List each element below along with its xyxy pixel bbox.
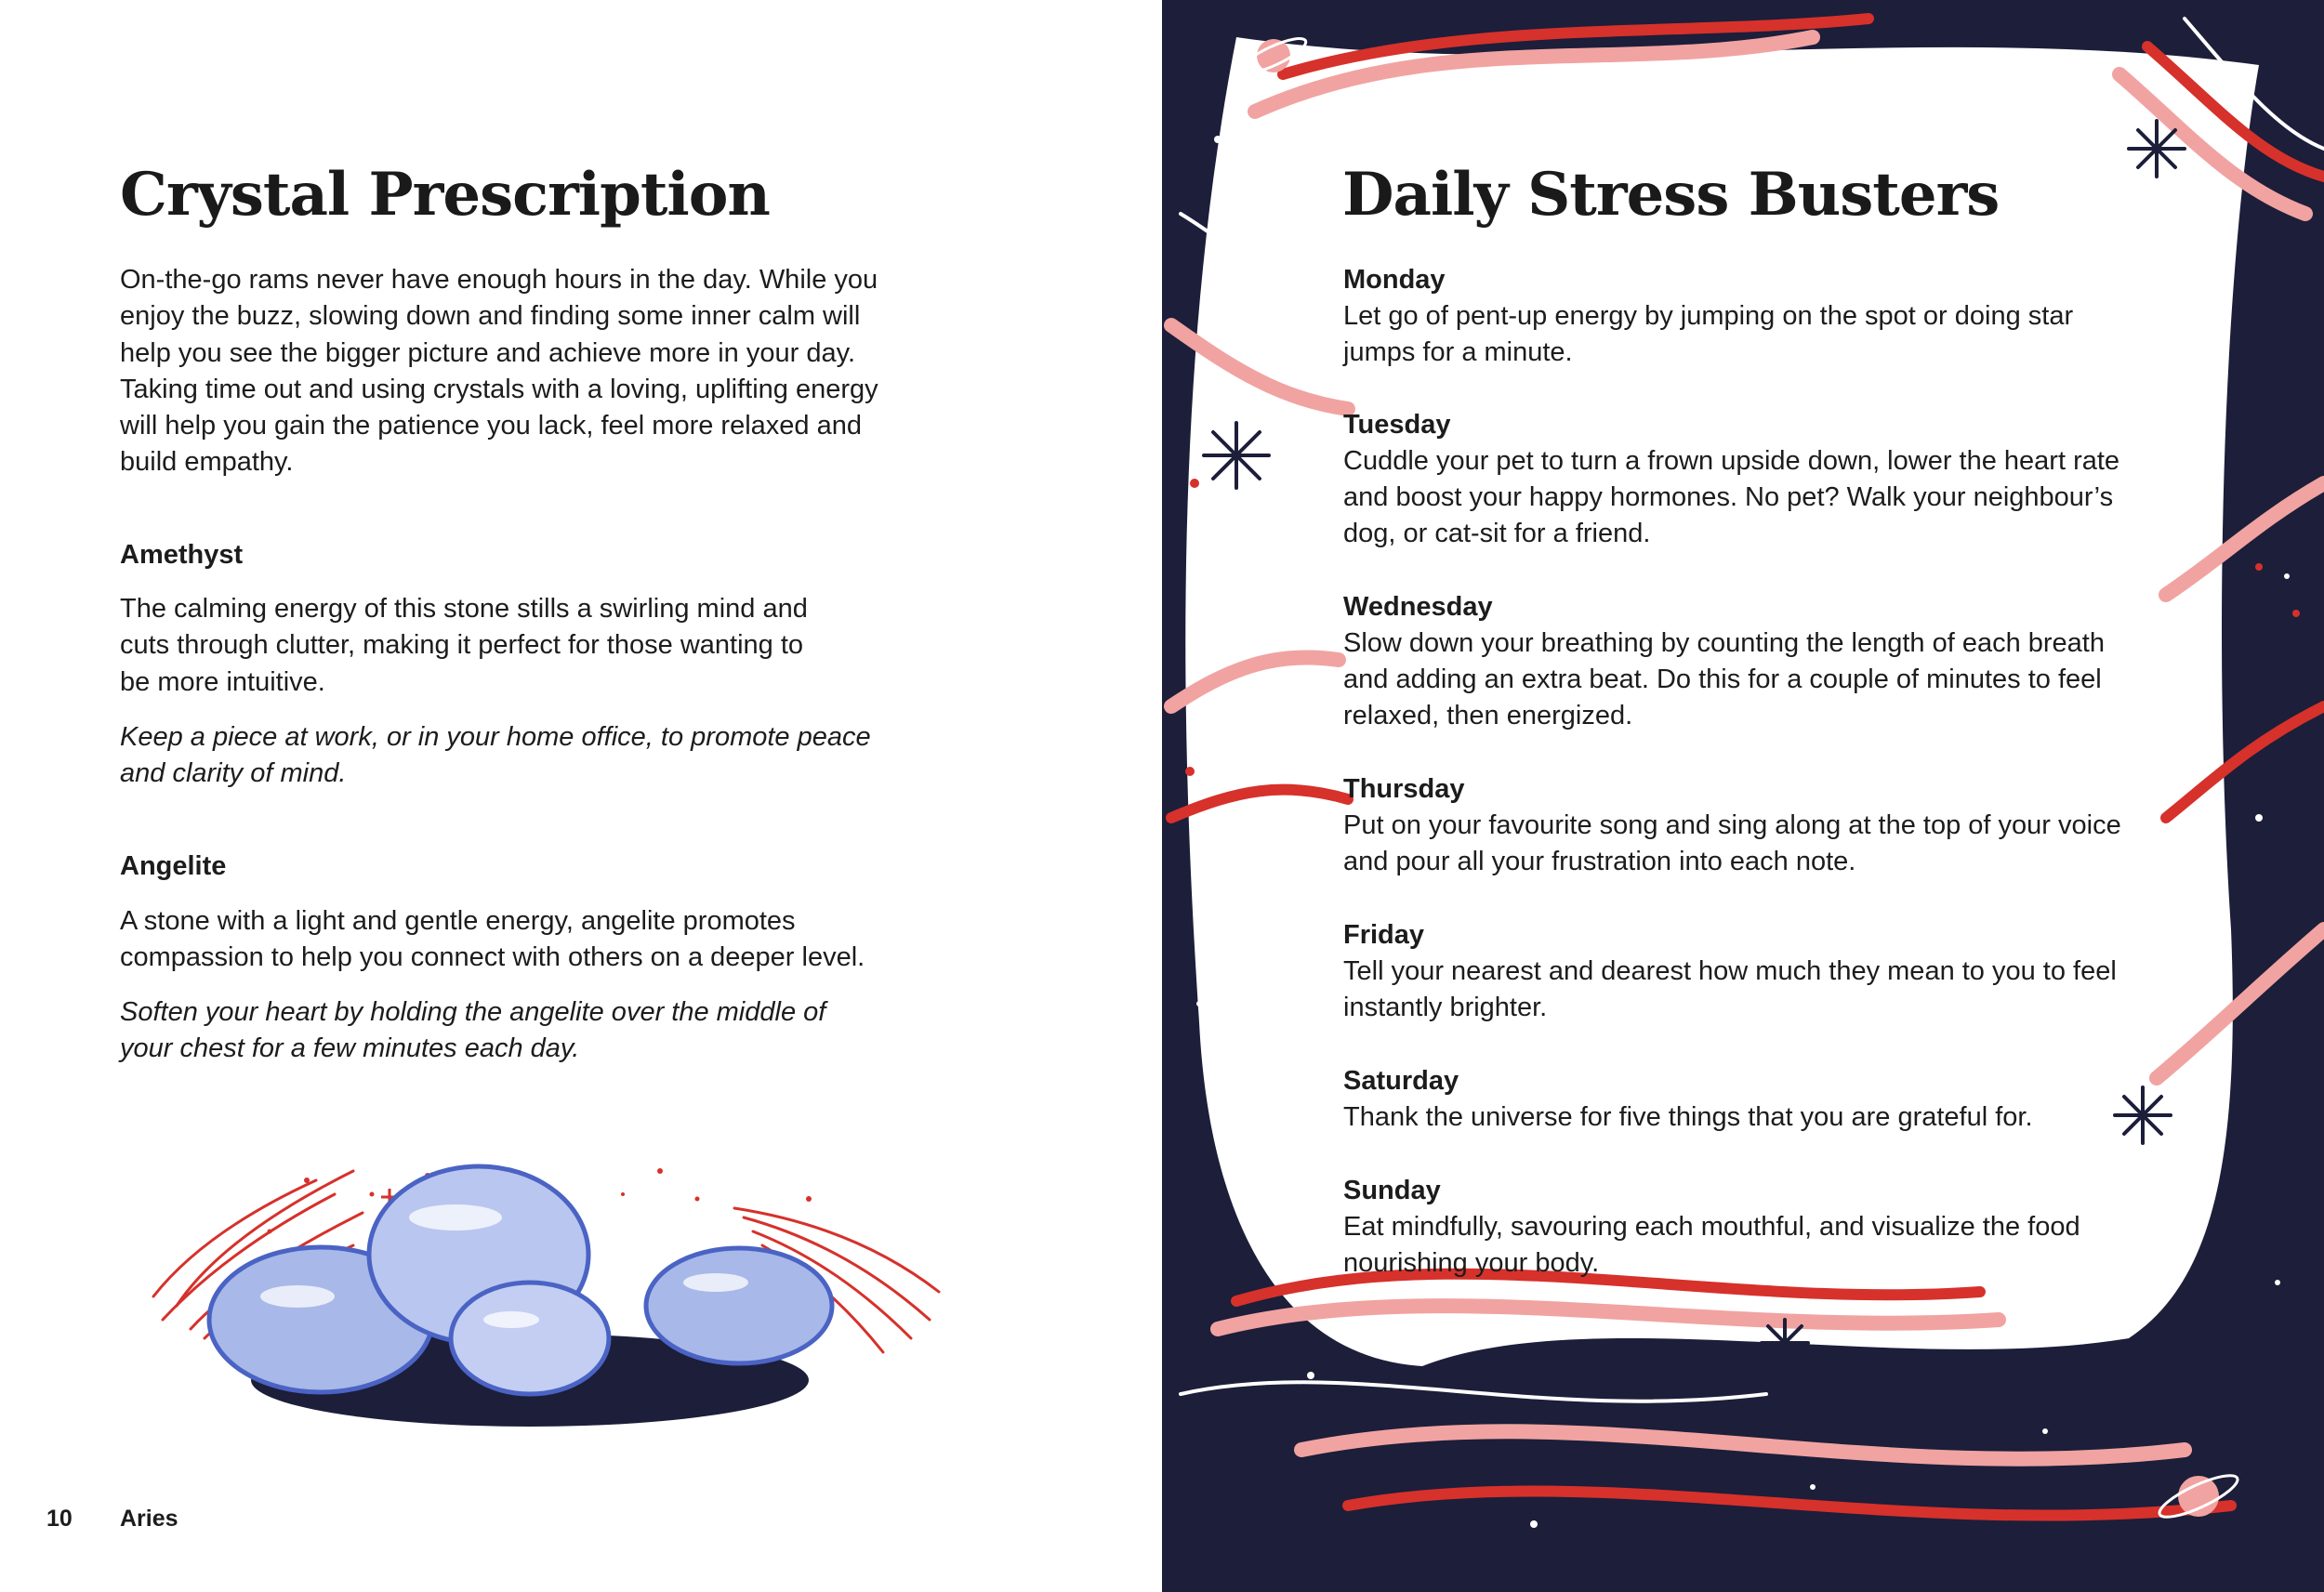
day-description: Let go of pent-up energy by jumping on the spot or doing star jumps for a minute.	[1343, 301, 2074, 367]
day-heading: Friday	[1343, 920, 1425, 950]
running-footer: Aries	[120, 1506, 178, 1532]
day-thursday	[1343, 771, 2236, 880]
day-heading: Tuesday	[1343, 410, 1451, 440]
right-page	[1162, 0, 2324, 1592]
day-description: Eat mindfully, savouring each mouthful, and visualize the food nourishing your body.	[1343, 1212, 2080, 1278]
amethyst-tip: Keep a piece at work, or in your home office, to promote peace and clarity of mind.	[120, 722, 871, 789]
day-heading: Monday	[1343, 265, 1446, 295]
page-number: 10	[46, 1506, 73, 1532]
crystal-prescription-title: Crystal Prescription	[120, 160, 770, 230]
day-heading: Wednesday	[1343, 592, 1493, 622]
day-wednesday	[1343, 589, 2236, 734]
day-tuesday	[1343, 407, 2236, 552]
day-monday	[1343, 262, 2236, 371]
daily-stress-busters-title: Daily Stress Busters	[1342, 160, 2000, 230]
day-friday	[1343, 917, 2236, 1026]
angelite-heading: Angelite	[120, 851, 227, 881]
day-description: Thank the universe for five things that you are grateful for.	[1343, 1102, 2033, 1132]
day-heading: Sunday	[1343, 1176, 1441, 1205]
day-saturday	[1343, 1063, 2236, 1136]
day-heading: Thursday	[1343, 774, 1465, 804]
amethyst-description: The calming energy of this stone stills a swirling mind and cuts through clutter, making it perfect for those wanting to be more intuitive.	[120, 594, 808, 697]
day-sunday	[1343, 1173, 2236, 1282]
day-description: Put on your favourite song and sing along at the top of your voice and pour all your frustration into each note.	[1343, 810, 2121, 876]
day-description: Slow down your breathing by counting the length of each breath and adding an extra beat. Do this for a couple of minutes to feel relaxed, then energized.	[1343, 628, 2105, 730]
day-description: Tell your nearest and dearest how much they mean to you to feel instantly brighter.	[1343, 956, 2117, 1022]
angelite-description: A stone with a light and gentle energy, angelite promotes compassion to help you connect with others on a deeper level.	[120, 906, 865, 973]
intro-paragraph: On-the-go rams never have enough hours in the day. While you enjoy the buzz, slowing down and finding some inner calm will help you see the bigger picture and achieve more in your day. Taking time out and using crystals with a loving, uplifting energy will help you gain the patience you lack, feel more relaxed and build empathy.	[120, 265, 878, 478]
day-heading: Saturday	[1343, 1066, 1459, 1096]
amethyst-heading: Amethyst	[120, 540, 244, 570]
day-description: Cuddle your pet to turn a frown upside down, lower the heart rate and boost your happy hormones. No pet? Walk your neighbour’s dog, or cat-sit for a friend.	[1343, 446, 2120, 548]
crystal-stones-illustration	[139, 1143, 957, 1441]
angelite-tip: Soften your heart by holding the angelite over the middle of your chest for a few minutes each day.	[120, 997, 826, 1064]
